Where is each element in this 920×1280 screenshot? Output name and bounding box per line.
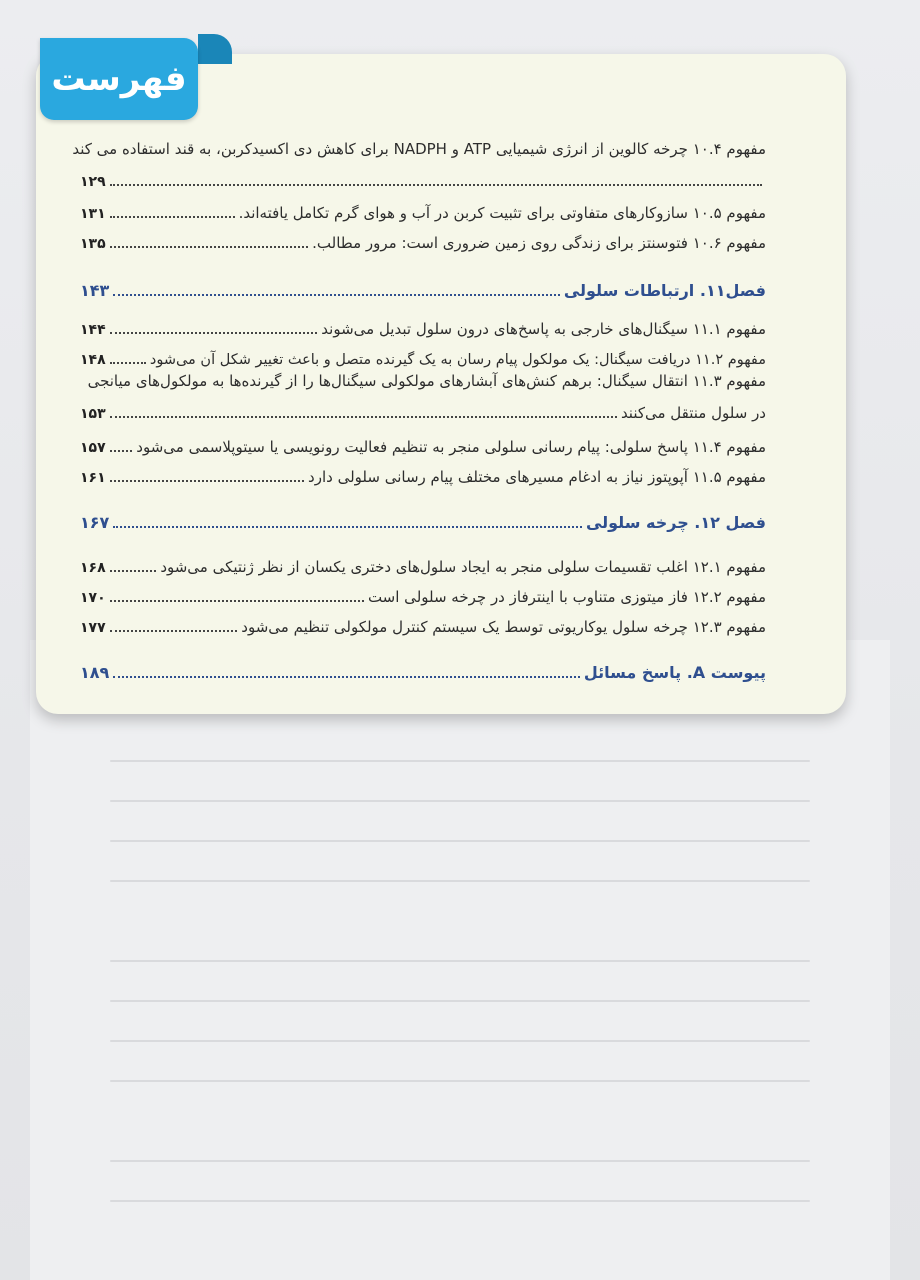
page-number: ۱۴۸ [80, 352, 106, 368]
leader-dots [110, 246, 309, 248]
page-number: ۱۴۳ [80, 281, 110, 300]
entry-title: مفهوم ۱۱.۵ آپوپتوز نیاز به ادغام مسیرهای مختلف پیام رسانی سلولی دارد [308, 468, 766, 486]
bleed-through-line [110, 840, 810, 842]
leader-dots [113, 294, 560, 296]
page-number: ۱۷۰ [80, 590, 106, 606]
leader-dots [110, 362, 146, 364]
entry-title: مفهوم ۱۱.۴ پاسخ سلولی: پیام رسانی سلولی منجر به تنظیم فعالیت رونویسی یا سیتوپلاسمی می‌شود [136, 438, 766, 456]
bleed-through-line [110, 1200, 810, 1202]
toc-chapter[interactable] [80, 274, 766, 300]
toc-entry[interactable] [80, 228, 766, 252]
toc-entry[interactable] [80, 432, 766, 456]
leader-dots [110, 416, 617, 418]
toc-chapter[interactable] [80, 656, 766, 682]
leader-dots [110, 570, 157, 572]
page-number: ۱۲۹ [80, 174, 106, 190]
leader-dots [110, 184, 762, 186]
page-number: ۱۵۷ [80, 440, 106, 456]
bleed-through-line [110, 1040, 810, 1042]
page-number: ۱۳۱ [80, 206, 106, 222]
toc-entry[interactable] [80, 398, 766, 422]
toc-entry[interactable] [80, 462, 766, 486]
page-number: ۱۸۹ [80, 663, 110, 682]
entry-title: مفهوم ۱۲.۱ اغلب تقسیمات سلولی منجر به ایجاد سلول‌های دختری یکسان از نظر ژنتیکی می‌شود [160, 558, 766, 576]
bleed-through-line [110, 800, 810, 802]
entry-title: مفهوم ۱۱.۲ دریافت سیگنال: یک مولکول پیام رسان به یک گیرنده متصل و باعث تغییر شکل آن می‌شود [149, 352, 766, 368]
leader-dots [110, 480, 304, 482]
page-number: ۱۶۱ [80, 470, 106, 486]
toc-chapter[interactable] [80, 506, 766, 532]
tab-fold [198, 34, 232, 64]
bleed-through-line [110, 1080, 810, 1082]
leader-dots [110, 216, 235, 218]
leader-dots [113, 676, 580, 678]
bleed-through-line [110, 960, 810, 962]
toc-tab [40, 38, 198, 120]
toc-entry[interactable] [80, 612, 766, 636]
leader-dots [110, 600, 364, 602]
entry-title: مفهوم ۱۲.۳ چرخه سلول یوکاریوتی توسط یک سیستم کنترل مولکولی تنظیم می‌شود [241, 618, 766, 636]
bleed-through-line [110, 760, 810, 762]
leader-dots [110, 630, 238, 632]
page-number: ۱۳۵ [80, 236, 106, 252]
leader-dots [113, 526, 582, 528]
page-number: ۱۷۷ [80, 620, 106, 636]
chapter-title: فصل ۱۲. چرخه سلولی [585, 513, 766, 532]
page-number: ۱۶۷ [80, 513, 110, 532]
toc-entry[interactable] [80, 552, 766, 576]
page-number: ۱۵۳ [80, 406, 106, 422]
toc-title: فهرست [51, 59, 187, 99]
chapter-title: پیوست A. پاسخ مسائل [583, 663, 766, 682]
bleed-through-line [110, 1000, 810, 1002]
entry-title: مفهوم ۱۰.۵ سازوکارهای متفاوتی برای تثبیت کربن در آب و هوای گرم تکامل یافته‌اند. [238, 204, 766, 222]
toc-entry-line: مفهوم ۱۱.۳ انتقال سیگنال: برهم کنش‌های آبشارهای مولکولی سیگنال‌ها را از گیرنده‌ها به مولکول‌های میانجی [87, 372, 766, 390]
leader-dots [110, 450, 133, 452]
page-number: ۱۴۴ [80, 322, 106, 338]
toc-entry[interactable] [80, 198, 766, 222]
toc-entry-line: مفهوم ۱۰.۴ چرخه کالوین از انرژی شیمیایی ATP و NADPH برای کاهش دی اکسیدکربن، به قند استفاده می کند [72, 140, 766, 158]
bleed-through-line [110, 880, 810, 882]
entry-title: مفهوم ۱۰.۶ فتوسنتز برای زندگی روی زمین ضروری است: مرور مطالب. [312, 234, 766, 252]
entry-title: مفهوم ۱۱.۱ سیگنال‌های خارجی به پاسخ‌های درون سلول تبدیل می‌شوند [321, 320, 766, 338]
bleed-through-line [110, 1160, 810, 1162]
toc-entry[interactable] [80, 314, 766, 338]
toc-entry[interactable] [80, 168, 766, 190]
page-number: ۱۶۸ [80, 560, 106, 576]
toc-entry[interactable] [80, 582, 766, 606]
leader-dots [110, 332, 318, 334]
entry-title: مفهوم ۱۲.۲ فاز میتوزی متناوب با اینترفاز در چرخه سلولی است [367, 588, 766, 606]
entry-title: در سلول منتقل می‌کنند [620, 404, 766, 422]
chapter-title: فصل۱۱. ارتباطات سلولی [563, 281, 766, 300]
toc-entry[interactable] [80, 344, 766, 368]
